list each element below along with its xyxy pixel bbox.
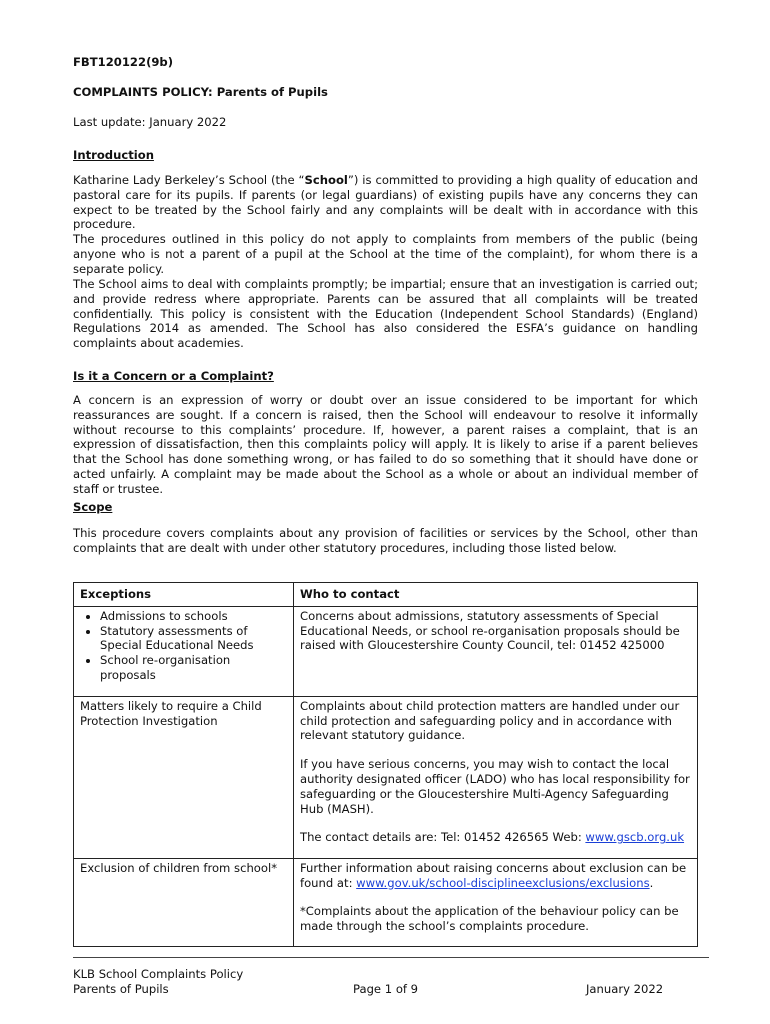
- exceptions-cell: [74, 606, 294, 696]
- intro-paragraph-2: The procedures outlined in this policy do not apply to complaints from members of the public (being anyone who is not a parent of a pupil at the School at the time of the complaint), for whom there is a separate policy.: [73, 232, 698, 276]
- contact-cell: Further information about raising concerns about exclusion can be found at: www.gov.uk/school-disciplineexclusions/exclusions. *Complaints about the application of the behaviour policy can be made through the school’s complaints procedure.: [294, 858, 698, 946]
- policy-title: COMPLAINTS POLICY: Parents of Pupils: [73, 85, 328, 99]
- exceptions-cell: Matters likely to require a Child Protection Investigation: [74, 696, 294, 858]
- concern-paragraph: A concern is an expression of worry or doubt over an issue considered to be important for which reassurances are sought. If a concern is raised, then the School will endeavour to resolve it informally without recourse to this complaints’ procedure. If, however, a parent raises a complaint, that is an expression of dissatisfaction, then this complaints policy will apply. It is likely to arise if a parent believes that the School has done something wrong, or has failed to do so something that it should have done or acted unfairly. A complaint may be made about the School as a whole or about an individual member of staff or trustee.: [73, 393, 698, 496]
- list-item: • Admissions to schools: [100, 609, 287, 624]
- last-update: Last update: January 2022: [73, 115, 227, 129]
- exceptions-table: [73, 582, 698, 947]
- scope-paragraph: This procedure covers complaints about any provision of facilities or services by the School, other than complaints that are dealt with under other statutory procedures, including those listed below.: [73, 526, 698, 555]
- table-header-row: [74, 583, 698, 607]
- list-item: • Statutory assessments of Special Educational Needs: [100, 624, 287, 654]
- table-row: [74, 858, 698, 946]
- contact-cell: Concerns about admissions, statutory assessments of Special Educational Needs, or school re-organisation proposals should be raised with Gloucestershire County Council, tel: 01452 425000: [294, 606, 698, 696]
- list-item: • School re-organisation proposals: [100, 653, 287, 683]
- header-exceptions: Exceptions: [74, 583, 294, 607]
- concern-heading: Is it a Concern or a Complaint?: [73, 369, 274, 383]
- exceptions-list: [80, 609, 287, 683]
- header-who-to-contact: Who to contact: [294, 583, 698, 607]
- scope-heading: Scope: [73, 500, 113, 514]
- exclusions-link[interactable]: www.gov.uk/school-disciplineexclusions/exclusions: [356, 875, 650, 890]
- document-id: FBT120122(9b): [73, 55, 174, 69]
- footer-page-number: Page 1 of 9: [353, 982, 419, 996]
- exceptions-cell: Exclusion of children from school*: [74, 858, 294, 946]
- footer-left: KLB School Complaints Policy Parents of Pupils: [73, 967, 244, 996]
- contact-cell: Complaints about child protection matters are handled under our child protection and safeguarding policy and in accordance with relevant statutory guidance. If you have serious concerns, you may wish to contact the local authority designated officer (LADO) who has local responsibility for safeguarding or the Gloucestershire Multi-Agency Safeguarding Hub (MASH). The contact details are: Tel: 01452 426565 Web: www.gscb.org.uk: [294, 696, 698, 858]
- gscb-link[interactable]: www.gscb.org.uk: [585, 830, 685, 845]
- footer-divider: [73, 957, 709, 958]
- intro-paragraph-3: The School aims to deal with complaints promptly; be impartial; ensure that an investigation is carried out; and provide redress where appropriate. Parents can be assured that all complaints will be treated confidentially. This policy is consistent with the Education (Independent School Standards) (England) Regulations 2014 as amended. The School has also considered the ESFA’s guidance on handling complaints about academies.: [73, 277, 698, 351]
- table-row: [74, 606, 698, 696]
- introduction-heading: Introduction: [73, 148, 154, 162]
- intro-paragraph-1: Katharine Lady Berkeley’s School (the “School”) is committed to providing a high quality of education and pastoral care for its pupils. If parents (or legal guardians) of existing pupils have any concerns they can expect to be treated by the School fairly and any complaints will be dealt with in accordance with this procedure.: [73, 173, 698, 232]
- footer-date: January 2022: [586, 982, 664, 996]
- table-row: [74, 696, 698, 858]
